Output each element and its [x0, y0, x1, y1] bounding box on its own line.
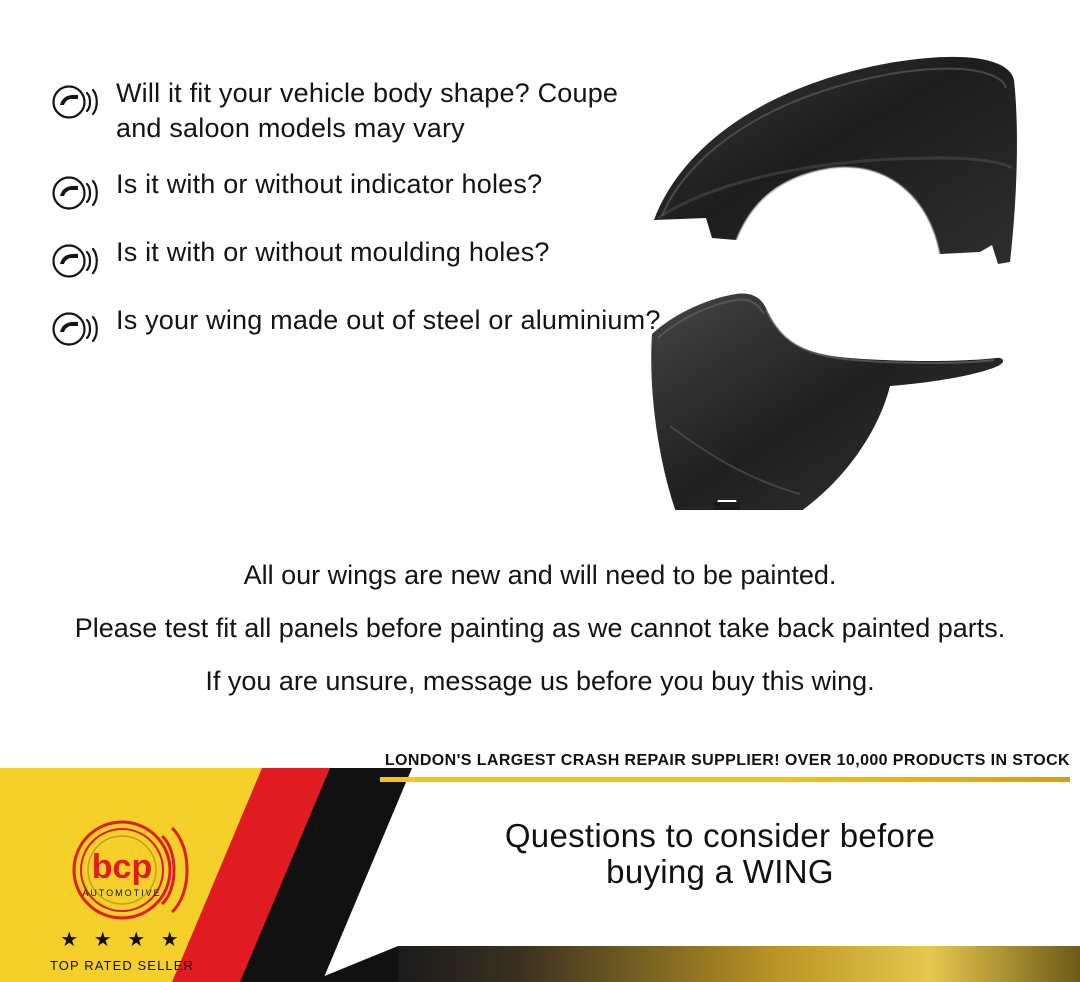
fender-sound-icon — [52, 241, 100, 281]
svg-text:AUTOMOTIVE: AUTOMOTIVE — [82, 888, 162, 898]
list-item — [52, 76, 662, 145]
list-item-label: Is it with or without indicator holes? — [116, 169, 543, 200]
star-rating-icon: ★ ★ ★ ★ — [60, 929, 184, 951]
fender-illustrations — [640, 40, 1040, 510]
top-rated-seller-label: TOP RATED SELLER — [49, 958, 195, 973]
list-item-label: Will it fit your vehicle body shape? Coupe and saloon models may vary — [116, 78, 619, 143]
banner-title — [390, 818, 1050, 889]
list-item — [52, 167, 662, 213]
fender-sound-icon — [52, 82, 100, 122]
fender-top-illustration — [654, 57, 1017, 264]
banner-tagline: LONDON'S LARGEST CRASH REPAIR SUPPLIER! OVER 10,000 PRODUCTS IN STOCK — [384, 752, 1070, 769]
tagline-divider — [380, 777, 1070, 782]
note-message-us: If you are unsure, message us before you buy this wing. — [205, 666, 875, 697]
questions-list — [52, 76, 662, 371]
brand-logo-block — [22, 818, 222, 973]
list-item — [52, 235, 662, 281]
fender-bottom-illustration — [651, 294, 1003, 510]
note-test-fit: Please test fit all panels before painting as we cannot take back painted parts. — [74, 613, 1006, 644]
svg-text:bcp: bcp — [91, 848, 153, 886]
list-item-label: Is your wing made out of steel or aluminium? — [116, 305, 661, 336]
banner-title-line2: buying a WING — [606, 852, 834, 890]
notes-block — [0, 560, 1080, 719]
list-item — [52, 303, 662, 349]
bcp-logo — [22, 818, 222, 928]
note-paint: All our wings are new and will need to be painted. — [243, 560, 837, 590]
list-item-label: Is it with or without moulding holes? — [116, 237, 550, 268]
banner-title-line1: Questions to consider before — [504, 817, 936, 854]
fender-sound-icon — [52, 309, 100, 349]
fender-sound-icon — [52, 173, 100, 213]
